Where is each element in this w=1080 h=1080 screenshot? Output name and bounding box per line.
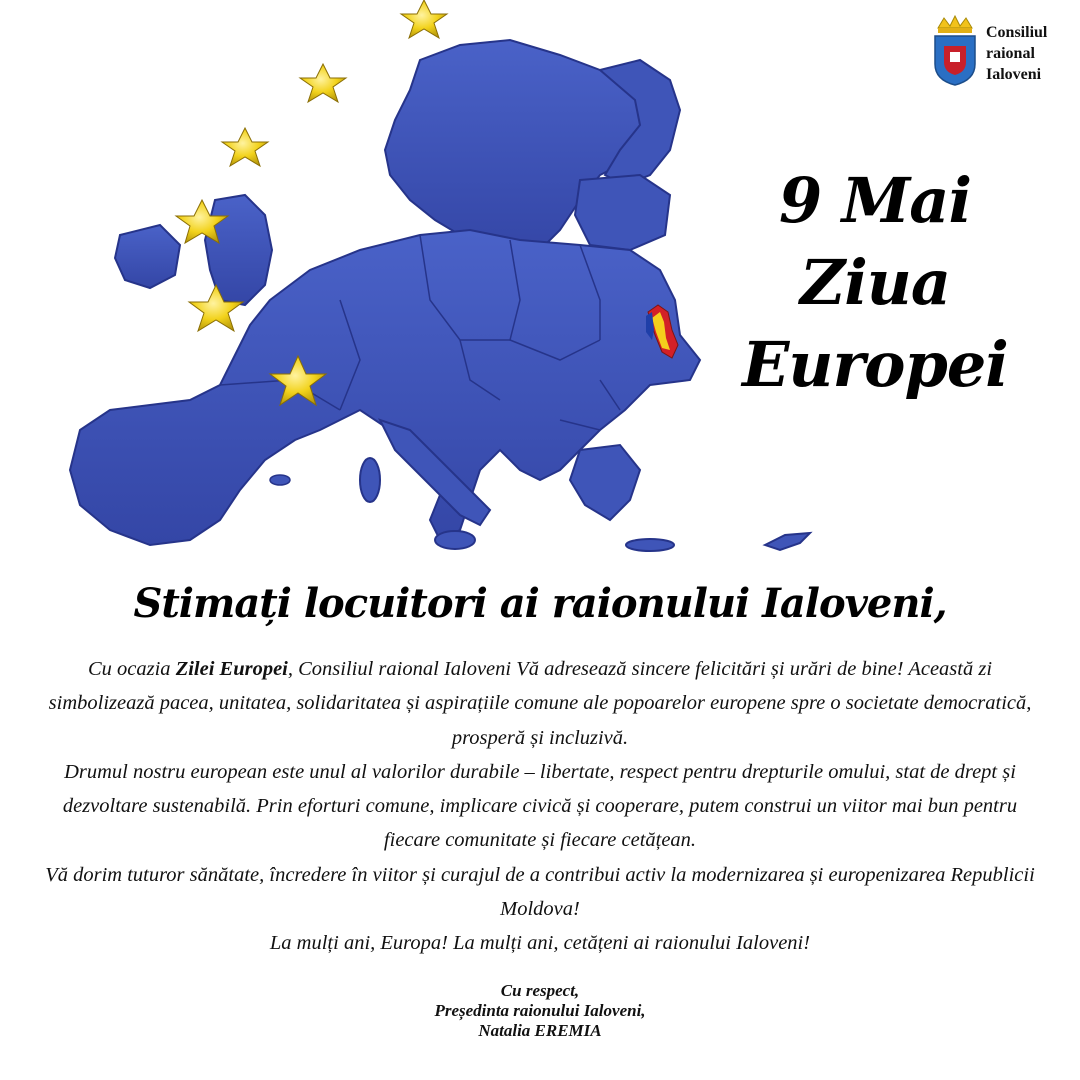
signature-line-1: Cu respect, [500,981,580,1000]
signature [0,981,1080,1041]
europe-map [40,0,760,580]
headline-date: 9 Mai [778,164,972,237]
message-paragraph-4: La mulți ani, Europa! La mulți ani, cetățeni ai raionului Ialoveni! [269,932,811,955]
headline-title: Ziua Europei [742,246,1008,401]
map-island-cyprus-shape [760,525,820,560]
greeting-heading: Stimați locuitori ai raionului Ialoveni, [133,580,947,627]
signature-line-3: Natalia EREMIA [478,1021,602,1040]
signature-line-2: Președinta raionului Ialoveni, [434,1001,646,1020]
eu-star-icon [401,0,447,38]
message-paragraph-1 [40,652,1040,755]
map-island-sardinia [360,458,380,502]
logo-line-3: Ialoveni [986,66,1042,83]
logo-line-2: raional [986,45,1035,62]
message-paragraph-2: Drumul nostru european este unul al valorilor durabile – libertate, respect pentru drepturile omului, stat de drept și dezvoltare sustenabilă. Prin eforturi comune, implicare civică și cooperare, putem construi un viitor mai bun pentru fiecare comunitate și fiecare cetățean. [62,760,1018,852]
coat-of-arms-icon [930,14,980,86]
map-region-greece [570,445,640,520]
message-body [40,652,1040,961]
map-region-baltics [575,175,670,250]
eu-star-icon [222,128,268,166]
council-logo [930,14,1070,94]
map-island-balearic [270,475,290,485]
map-island-crete [626,539,674,551]
message-p1-before: Cu ocazia [87,658,176,680]
message-p1-after: , Consiliul raional Ialoveni Vă adresează sincere felicitări și urări de bine! Această zi simbolizează pacea, unitatea, solidaritatea și aspirațiile comune ale popoarelor europene spre o societate democratică, prosperă și incluzivă. [48,658,1032,749]
headline [690,160,1060,406]
eu-star-icon [300,64,346,102]
map-region-ireland [115,225,180,288]
message-paragraph-3: Vă dorim tuturor sănătate, încredere în viitor și curajul de a contribui activ la modernizarea și europenizarea Republicii Moldova! [45,863,1035,921]
map-island-sicily [435,531,475,549]
logo-line-1: Consiliul [986,24,1048,41]
message-p1-bold: Zilei Europei [175,658,288,680]
